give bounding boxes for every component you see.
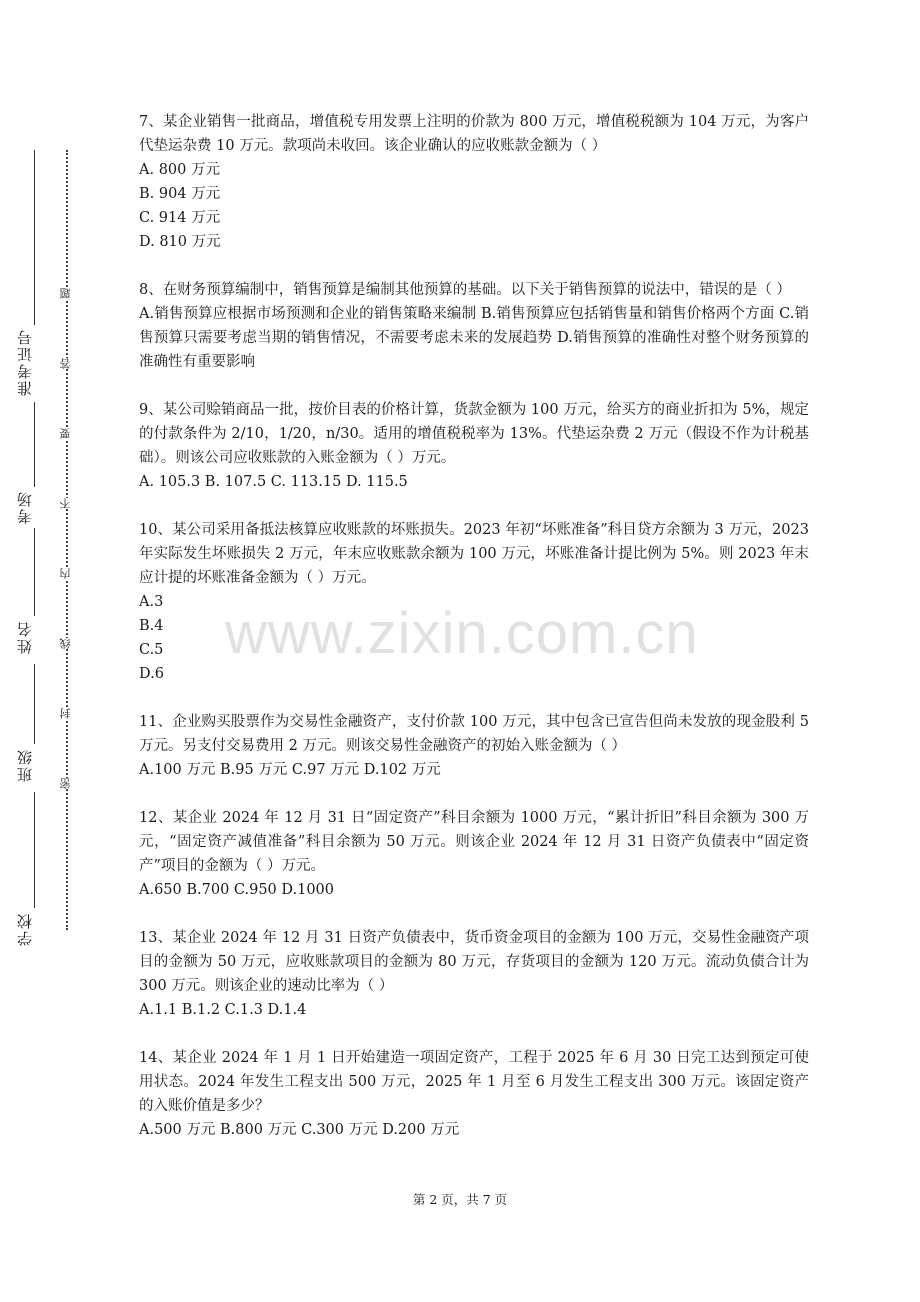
question-7: [139, 110, 809, 254]
question-14: [139, 1046, 809, 1142]
margin-label-exam-number: 准考证号: [16, 328, 34, 396]
seal-char: 封: [59, 708, 72, 719]
question-stem: 13、某企业 2024 年 12 月 31 日资产负债表中，货币资金项目的金额为 100 万元，交易性金融资产项目的金额为 50 万元，应收账款项目的金额为 80 万元，存货项目的金额为 120 万元。流动负债合计为 300 万元。则该企业的速动比率为（ ）: [139, 930, 809, 994]
question-stem: 11、企业购买股票作为交易性金融资产，支付价款 100 万元，其中包含已宣告但尚未发放的现金股利 5 万元。另支付交易费用 2 万元。则该交易性金融资产的初始入账金额为（ ）: [139, 714, 809, 754]
seal-char: 线: [59, 638, 72, 649]
margin-fill-line: [34, 528, 35, 616]
question-stem: 9、某公司赊销商品一批，按价目表的价格计算，货款金额为 100 万元，给买方的商业折扣为 5%，规定的付款条件为 2/10，1/20，n/30。适用的增值税税率为 13%。代垫运杂费 2 万元（假设不作为计税基础）。则该公司应收账款的入账金额为（ ）万元。: [139, 402, 809, 466]
seal-char: 答: [59, 358, 72, 369]
margin-label-exam-room: 考场: [16, 490, 34, 524]
margin-label-name: 姓名: [16, 620, 34, 654]
question-stem: 14、某企业 2024 年 1 月 1 日开始建造一项固定资产，工程于 2025 年 6 月 30 日完工达到预定可使用状态。2024 年发生工程支出 500 万元，2025 年 1 月至 6 月发生工程支出 300 万元。该固定资产的入账价值是多少？: [139, 1050, 809, 1114]
option-d: D.6: [139, 666, 164, 682]
margin-fill-line: [34, 792, 35, 908]
option-c: C. 914 万元: [139, 210, 221, 226]
seal-char: 不: [59, 498, 72, 509]
question-13: [139, 926, 809, 1022]
seal-char: 密: [59, 778, 72, 789]
option-b: B.4: [139, 618, 164, 634]
question-options: A.1.1 B.1.2 C.1.3 D.1.4: [139, 1002, 307, 1018]
question-options: A.650 B.700 C.950 D.1000: [139, 882, 335, 898]
question-options: A.销售预算应根据市场预测和企业的销售策略来编制 B.销售预算应包括销售量和销售价格两个方面 C.销售预算只需要考虑当期的销售情况，不需要考虑未来的发展趋势 D.销售预算的准确性对整个财务预算的准确性有重要影响: [139, 306, 809, 370]
question-stem: 7、某企业销售一批商品，增值税专用发票上注明的价款为 800 万元，增值税税额为 104 万元，为客户代垫运杂费 10 万元。款项尚未收回。该企业确认的应收账款金额为（ ）: [139, 114, 809, 154]
margin-fill-line: [34, 402, 35, 487]
page-footer: 第 2 页，共 7 页: [412, 1192, 508, 1207]
question-options: A.100 万元 B.95 万元 C.97 万元 D.102 万元: [139, 762, 441, 778]
question-stem: 8、在财务预算编制中，销售预算是编制其他预算的基础。以下关于销售预算的说法中，错误的是（ ）: [139, 282, 791, 298]
question-stem: 10、某公司采用备抵法核算应收账款的坏账损失。2023 年初“坏账准备”科目贷方余额为 3 万元，2023 年实际发生坏账损失 2 万元，年末应收账款余额为 100 万元，坏账准备计提比例为 5%。则 2023 年末应计提的坏账准备金额为（ ）万元。: [139, 522, 809, 586]
seal-char: 内: [59, 568, 72, 579]
question-11: [139, 710, 809, 782]
seal-char: 要: [59, 428, 72, 439]
question-12: [139, 806, 809, 902]
question-8: [139, 278, 809, 374]
question-9: [139, 398, 809, 494]
watermark: www.zixin.com.cn: [225, 601, 699, 666]
question-options: A.500 万元 B.800 万元 C.300 万元 D.200 万元: [139, 1122, 460, 1138]
option-b: B. 904 万元: [139, 186, 221, 202]
seal-dotted-line: [66, 150, 68, 930]
question-10: [139, 518, 809, 686]
question-list: [139, 110, 809, 1166]
margin-fill-line: [34, 664, 35, 744]
question-options: A. 105.3 B. 107.5 C. 113.15 D. 115.5: [139, 474, 408, 490]
option-a: A. 800 万元: [139, 162, 220, 178]
question-stem: 12、某企业 2024 年 12 月 31 日“固定资产”科目余额为 1000 万元，“累计折旧”科目余额为 300 万元，“固定资产减值准备”科目余额为 50 万元。则该企业 2024 年 12 月 31 日资产负债表中“固定资产”项目的金额为（ ）万元。: [139, 810, 809, 874]
option-c: C.5: [139, 642, 164, 658]
option-a: A.3: [139, 594, 164, 610]
seal-char: 题: [59, 288, 72, 299]
margin-fill-line: [34, 150, 35, 325]
margin-label-school: 学校: [16, 912, 34, 946]
margin-label-class: 班级: [16, 748, 34, 782]
option-d: D. 810 万元: [139, 234, 221, 250]
